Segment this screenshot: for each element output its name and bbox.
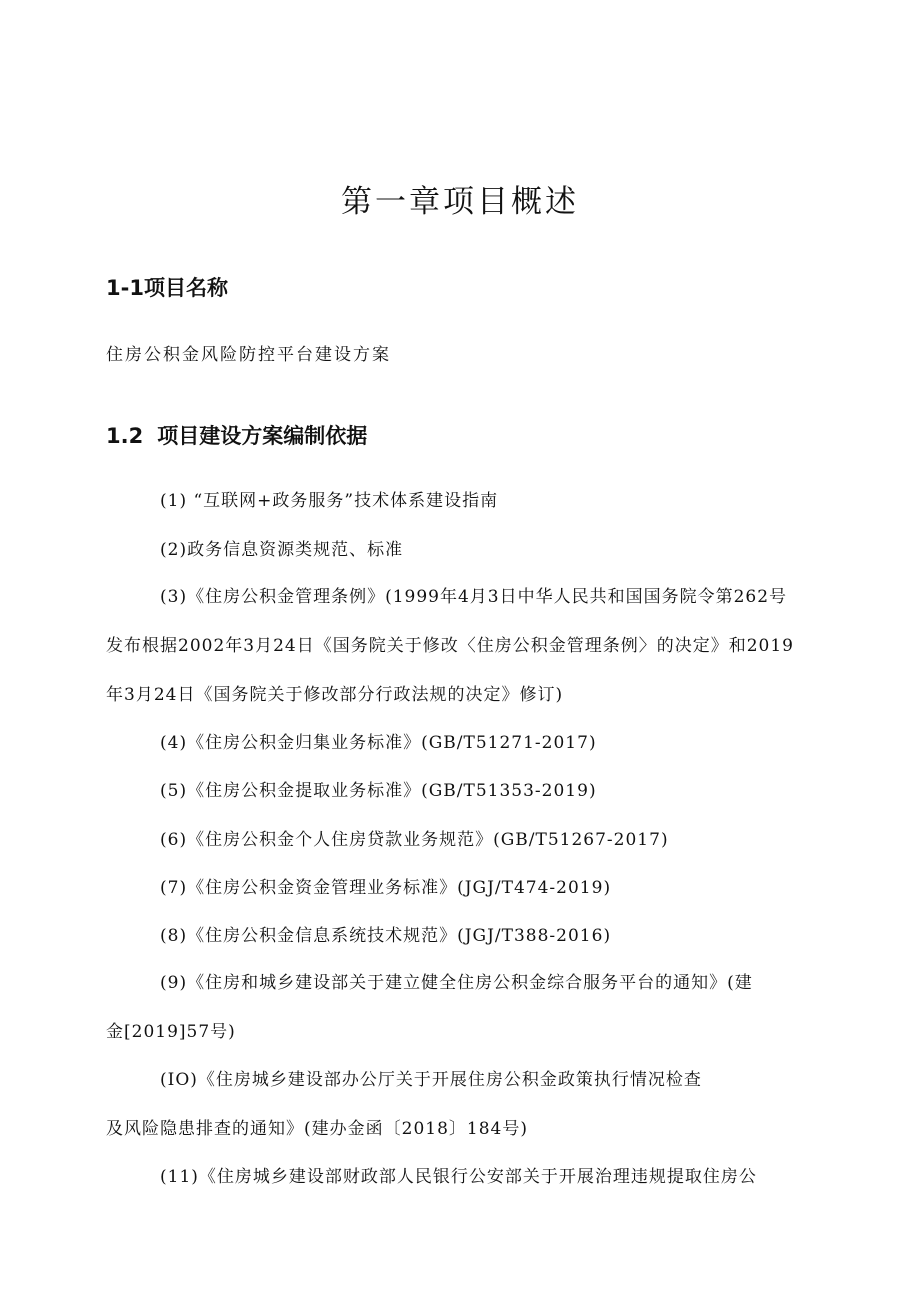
basis-item-10: (IO)《住房城乡建设部办公厅关于开展住房公积金政策执行情况检查	[160, 1070, 702, 1090]
basis-item-11: (11)《住房城乡建设部财政部人民银行公安部关于开展治理违规提取住房公	[160, 1167, 757, 1187]
basis-item-8: (8)《住房公积金信息系统技术规范》(JGJ/T388-2016)	[160, 926, 612, 946]
basis-item-5: (5)《住房公积金提取业务标准》(GB/T51353-2019)	[160, 781, 597, 801]
basis-item-3-cont-1: 发布根据2002年3月24日《国务院关于修改〈住房公积金管理条例〉的决定》和2019	[106, 636, 794, 656]
basis-item-3: (3)《住房公积金管理条例》(1999年4月3日中华人民共和国国务院令第262号	[160, 587, 788, 607]
section-heading-basis	[106, 420, 367, 450]
basis-item-9-cont: 金[2019]57号)	[106, 1022, 236, 1042]
basis-item-1: (1) “互联网+政务服务”技术体系建设指南	[160, 491, 499, 511]
section-heading-project-name	[106, 272, 228, 302]
basis-item-10-cont: 及风险隐患排查的通知》(建办金函〔2018〕184号)	[106, 1119, 528, 1139]
basis-item-4: (4)《住房公积金归集业务标准》(GB/T51271-2017)	[160, 733, 597, 753]
basis-item-3-cont-2: 年3月24日《国务院关于修改部分行政法规的决定》修订)	[106, 685, 564, 705]
basis-item-2: (2)政务信息资源类规范、标准	[160, 540, 404, 560]
section-title: 项目名称	[143, 276, 228, 300]
basis-item-9: (9)《住房和城乡建设部关于建立健全住房公积金综合服务平台的通知》(建	[160, 973, 753, 993]
chapter-title: 第一章项目概述	[341, 184, 579, 220]
section-number: 1.2	[106, 424, 144, 448]
section-number: 1-1	[106, 276, 144, 300]
basis-item-6: (6)《住房公积金个人住房贷款业务规范》(GB/T51267-2017)	[160, 830, 669, 850]
basis-item-7: (7)《住房公积金资金管理业务标准》(JGJ/T474-2019)	[160, 878, 612, 898]
project-name-text: 住房公积金风险防控平台建设方案	[106, 345, 391, 365]
section-title: 项目建设方案编制依据	[157, 424, 368, 448]
